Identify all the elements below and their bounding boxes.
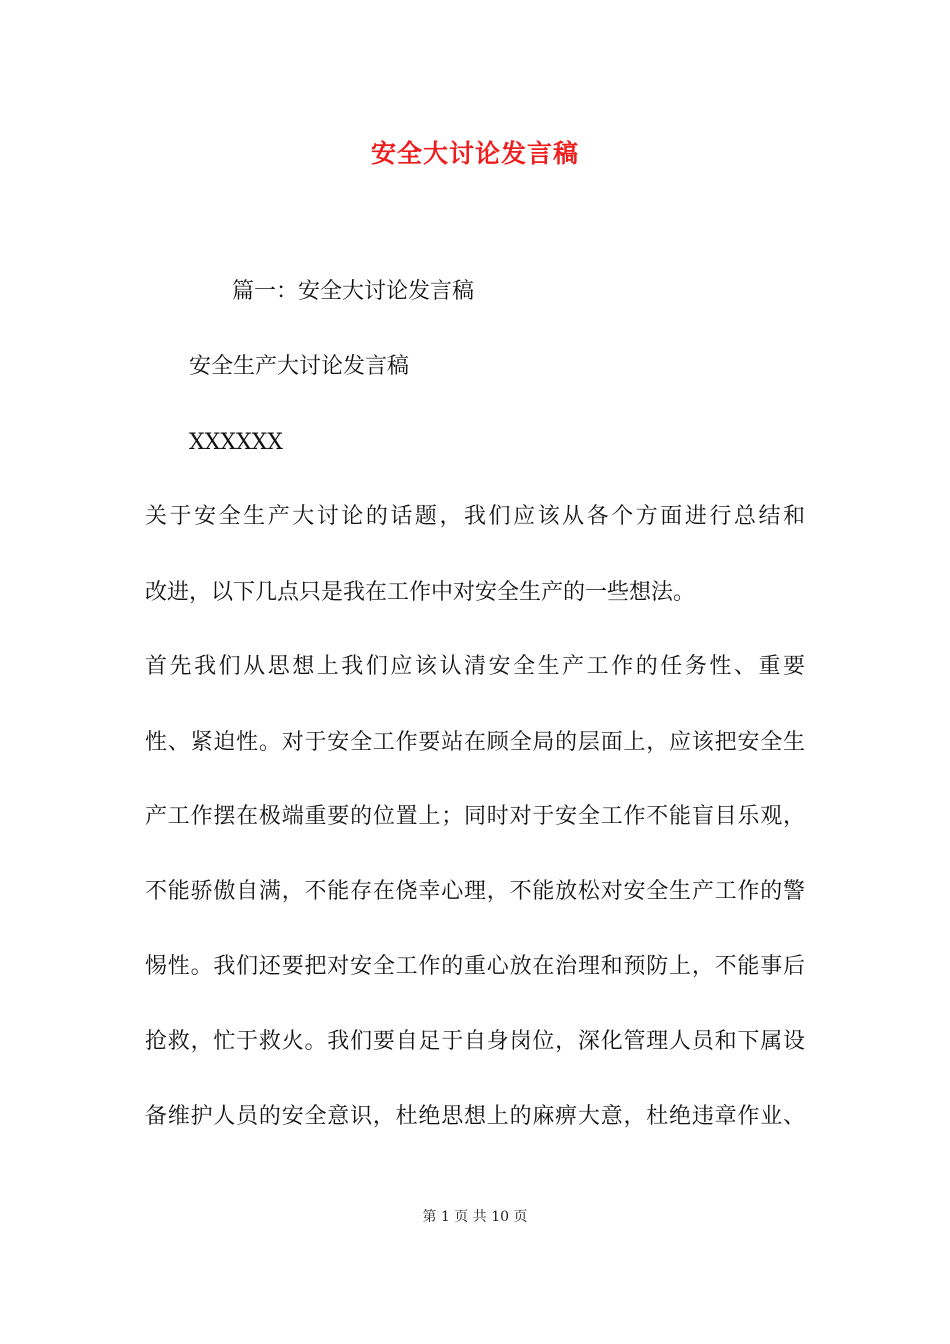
paragraph-1-line-1: 关于安全生产大讨论的话题，我们应该从各个方面进行总结和 [145, 504, 805, 529]
paragraph-2-line-7: 备维护人员的安全意识，杜绝思想上的麻痹大意，杜绝违章作业、 [145, 1104, 805, 1129]
paragraph-2-line-3: 产工作摆在极端重要的位置上；同时对于安全工作不能盲目乐观， [145, 804, 805, 829]
paragraph-2-line-6: 抢救，忙于救火。我们要自足于自身岗位，深化管理人员和下属设 [145, 1029, 805, 1054]
paragraph-2-line-2: 性、紧迫性。对于安全工作要站在顾全局的层面上，应该把安全生 [145, 730, 805, 755]
page-footer [0, 1206, 950, 1228]
paragraph-2-line-4: 不能骄傲自满，不能存在侥幸心理，不能放松对安全生产工作的警 [145, 879, 805, 904]
page-number: 第 1 页 共 10 页 [422, 1209, 528, 1225]
paragraph-2-line-5: 惕性。我们还要把对安全工作的重心放在治理和预防上，不能事后 [145, 954, 805, 979]
section-heading: 篇一：安全大讨论发言稿 [232, 279, 475, 304]
paragraph-2-line-1: 首先我们从思想上我们应该认清安全生产工作的任务性、重要 [145, 654, 805, 679]
author: XXXXXX [189, 430, 283, 455]
paragraph-1-line-2: 改进，以下几点只是我在工作中对安全生产的一些想法。 [145, 580, 696, 605]
subtitle: 安全生产大讨论发言稿 [189, 354, 410, 379]
document-title: 安全大讨论发言稿 [370, 139, 579, 168]
